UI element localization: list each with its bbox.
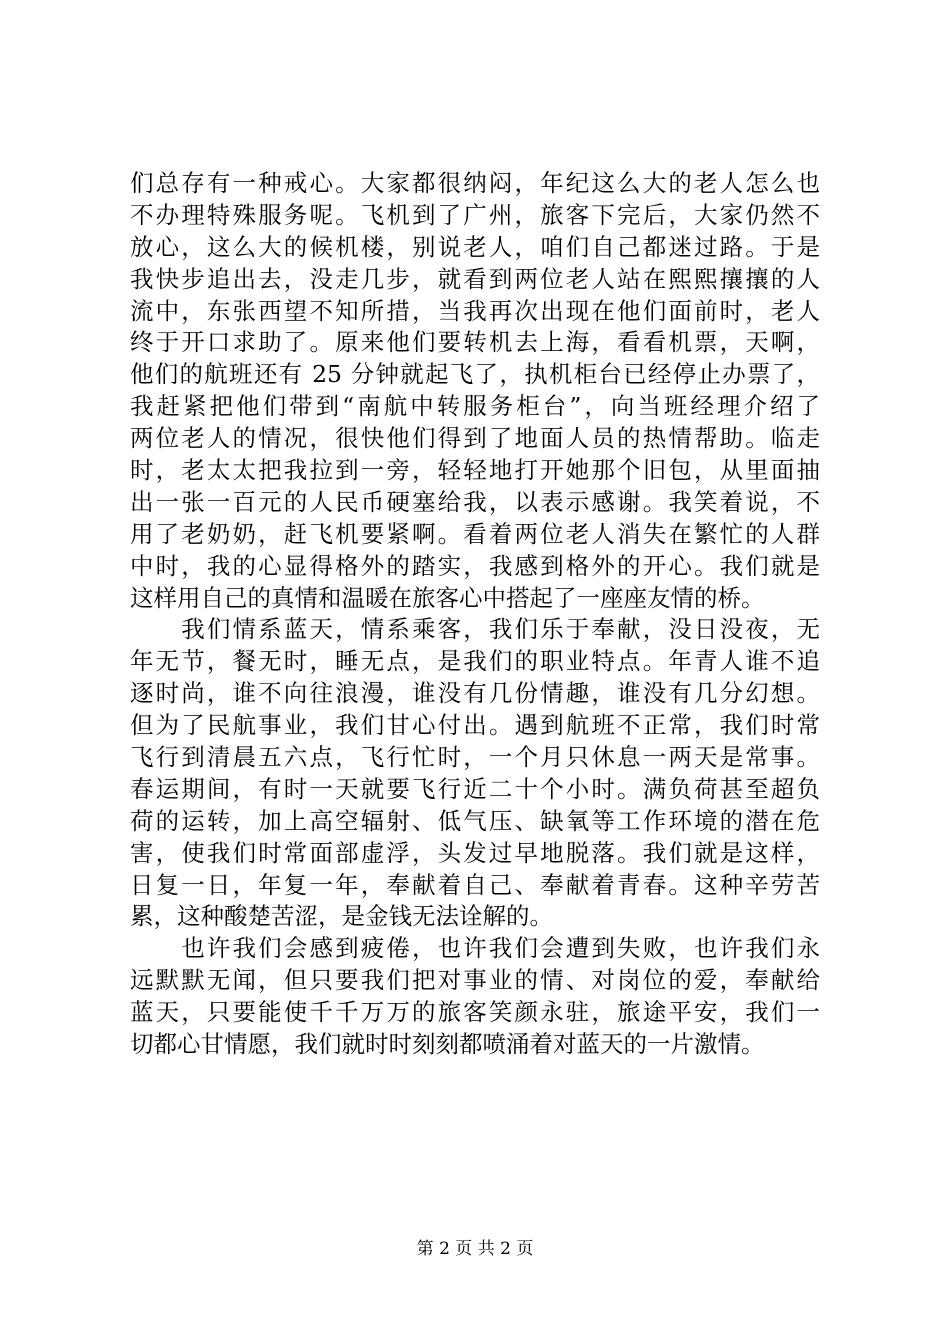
text-line: 们总存有一种戒心。大家都很纳闷，年纪这么大的老人怎么也 xyxy=(130,169,820,197)
text-line: 放心，这么大的候机楼，别说老人，咱们自己都迷过路。于是 xyxy=(130,232,820,261)
text-line: 切都心甘情愿，我们就时时刻刻都喷涌着对蓝天的一片激情。 xyxy=(130,1030,765,1059)
text-line: 出一张一百元的人民币硬塞给我，以表示感谢。我笑着说，不 xyxy=(130,487,820,516)
text-line: 逐时尚，谁不向往浪漫，谁没有几份情趣，谁没有几分幻想。 xyxy=(130,679,820,708)
text-line: 他们的航班还有 25 分钟就起飞了，执机柜台已经停止办票了， xyxy=(130,360,820,389)
text-line: 时，老太太把我拉到一旁，轻轻地打开她那个旧包，从里面抽 xyxy=(130,456,820,485)
text-line: 两位老人的情况，很快他们得到了地面人员的热情帮助。临走 xyxy=(130,424,820,453)
text-line: 飞行到清晨五六点，飞行忙时，一个月只休息一两天是常事。 xyxy=(130,743,820,772)
text-line: 蓝天，只要能使千千万万的旅客笑颜永驻，旅途平安，我们一 xyxy=(130,998,820,1027)
text-line: 用了老奶奶，赶飞机要紧啊。看着两位老人消失在繁忙的人群 xyxy=(130,519,820,548)
text-line: 我快步追出去，没走几步，就看到两位老人站在熙熙攘攘的人 xyxy=(130,264,820,293)
text-line: 但为了民航事业，我们甘心付出。遇到航班不正常，我们时常 xyxy=(130,711,820,740)
text-line: 中时，我的心显得格外的踏实，我感到格外的开心。我们就是 xyxy=(130,551,820,580)
text-line: 流中，东张西望不知所措，当我再次出现在他们面前时，老人 xyxy=(130,296,820,325)
text-line: 日复一日，年复一年，奉献着自己、奉献着青春。这种辛劳苦 xyxy=(130,870,820,899)
text-line: 远默默无闻，但只要我们把对事业的情、对岗位的爱，奉献给 xyxy=(130,966,820,995)
body-text xyxy=(130,168,820,1061)
text-line: 这样用自己的真情和温暖在旅客心中搭起了一座座友情的桥。 xyxy=(130,583,765,612)
text-line: 也许我们会感到疲倦，也许我们会遭到失败，也许我们永 xyxy=(130,934,820,963)
page-footer: 第 2 页 共 2 页 xyxy=(416,1239,534,1259)
text-line: 不办理特殊服务呢。飞机到了广州，旅客下完后，大家仍然不 xyxy=(130,200,820,229)
text-line: 我赶紧把他们带到“南航中转服务柜台”，向当班经理介绍了 xyxy=(130,392,820,421)
text-line: 终于开口求助了。原来他们要转机去上海，看看机票，天啊， xyxy=(130,328,820,357)
text-line: 害，使我们时常面部虚浮，头发过早地脱落。我们就是这样， xyxy=(130,838,820,867)
text-line: 我们情系蓝天，情系乘客，我们乐于奉献，没日没夜，无 xyxy=(130,615,820,644)
text-line: 年无节，餐无时，睡无点，是我们的职业特点。年青人谁不追 xyxy=(130,647,820,676)
text-line: 荷的运转，加上高空辐射、低气压、缺氧等工作环境的潜在危 xyxy=(130,806,820,835)
text-line: 累，这种酸楚苦涩，是金钱无法诠解的。 xyxy=(130,902,553,931)
text-line: 春运期间，有时一天就要飞行近二十个小时。满负荷甚至超负 xyxy=(130,774,820,803)
